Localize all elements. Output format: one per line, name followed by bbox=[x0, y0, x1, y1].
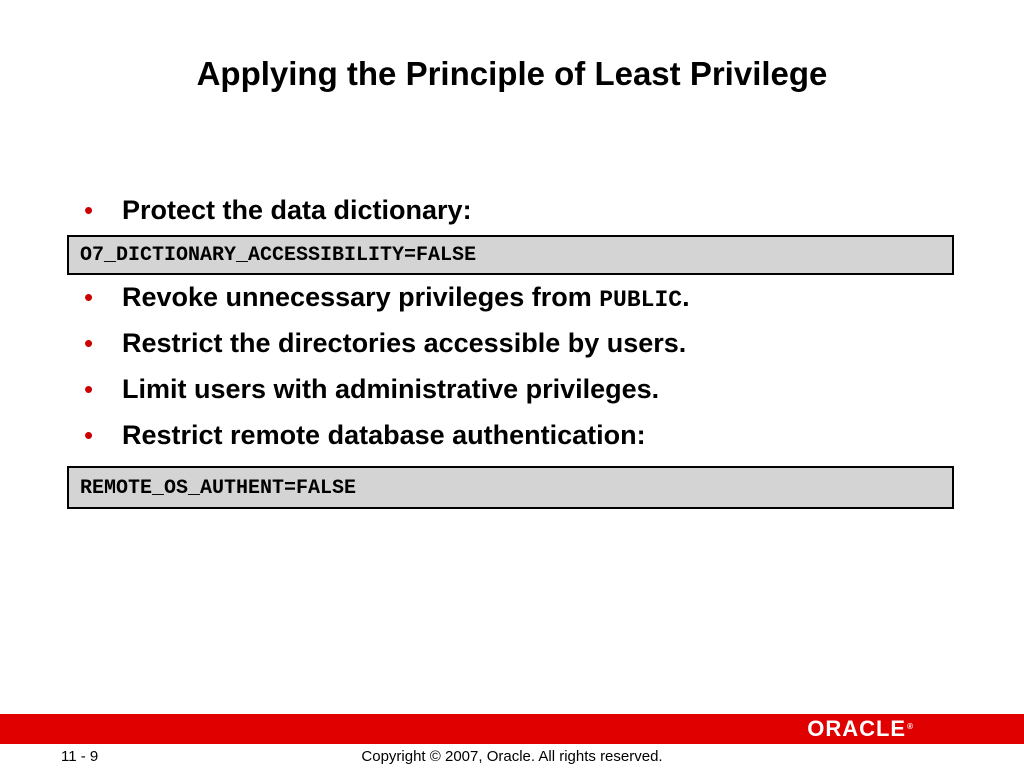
code-text: O7_DICTIONARY_ACCESSIBILITY=FALSE bbox=[80, 244, 477, 267]
bullet-marker: • bbox=[84, 374, 94, 404]
copyright-notice: Copyright © 2007, Oracle. All rights reserved. bbox=[361, 748, 663, 765]
bullet-text: Restrict the directories accessible by users. bbox=[122, 328, 687, 358]
logo-text: ORACLE bbox=[807, 716, 907, 741]
code-block-remote-auth bbox=[67, 466, 954, 509]
page-number: 11 - 9 bbox=[61, 748, 99, 765]
bullet-text-group bbox=[122, 280, 690, 317]
bullet-text: Restrict remote database authentication: bbox=[122, 420, 646, 450]
bullet-marker: • bbox=[84, 282, 94, 312]
bullet-text: Protect the data dictionary: bbox=[122, 195, 472, 225]
slide-title: Applying the Principle of Least Privilege bbox=[196, 55, 828, 92]
code-text: REMOTE_OS_AUTHENT=FALSE bbox=[80, 477, 357, 500]
bullet-text: Revoke unnecessary privileges from bbox=[122, 282, 600, 312]
bullet-marker: • bbox=[84, 195, 94, 225]
bullet-marker: • bbox=[84, 420, 94, 450]
bullet-text: Limit users with administrative privileges. bbox=[122, 374, 660, 404]
code-block-dictionary bbox=[67, 235, 954, 275]
footer-band bbox=[0, 714, 1024, 744]
bullet-suffix: . bbox=[682, 282, 690, 312]
bullet-marker: • bbox=[84, 328, 94, 358]
oracle-logo bbox=[807, 718, 914, 740]
inline-code: PUBLIC bbox=[599, 287, 683, 313]
registered-mark: ® bbox=[907, 722, 914, 731]
